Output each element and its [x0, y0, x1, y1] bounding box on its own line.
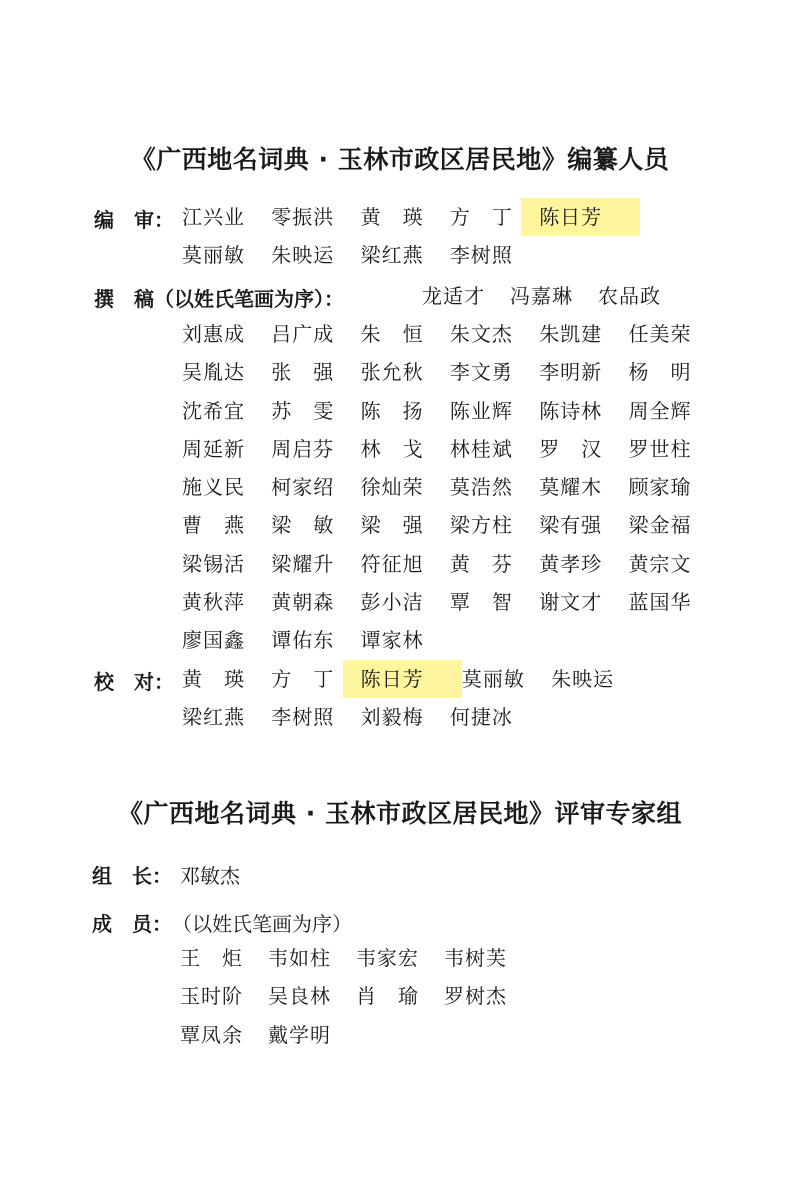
person-name: 苏 雯 [271, 398, 335, 423]
leader-label: 组 长： [92, 864, 172, 888]
person-name: 黄孝珍 [539, 551, 603, 576]
person-name: 梁金福 [628, 513, 692, 538]
person-name: 莫浩然 [449, 475, 513, 500]
proofreaders-label: 校 对： [94, 670, 174, 694]
writers-label: 撰 稿（以姓氏笔画为序）： [94, 287, 344, 311]
person-name: 罗 汉 [539, 436, 603, 461]
person-name: 方 丁 [271, 667, 335, 691]
person-name: 谭佑东 [271, 628, 335, 653]
person-name: 黄秋萍 [182, 590, 245, 615]
person-name: 黄宗文 [628, 551, 692, 576]
person-name: 朱文杰 [449, 322, 513, 346]
person-name: 冯嘉琳 [510, 284, 573, 308]
person-name: 林桂斌 [449, 436, 513, 461]
person-name: 梁 敏 [271, 513, 335, 538]
person-name: 曹 燕 [182, 513, 245, 538]
person-name: 何捷冰 [449, 705, 513, 730]
person-name: 周全辉 [628, 398, 692, 423]
person-name: 李树照 [271, 705, 335, 730]
person-name: 梁耀升 [271, 551, 335, 576]
person-name: 陈诗林 [539, 398, 603, 423]
person-name: 覃 智 [449, 590, 513, 615]
person-name: 黄 瑛 [360, 205, 424, 229]
person-name: 方 丁 [449, 205, 513, 229]
person-name: 玉时阶 [180, 984, 243, 1009]
members-note: （以姓氏笔画为序） [172, 912, 352, 936]
person-name: 梁 强 [360, 513, 424, 538]
person-name: 戴学明 [268, 1022, 331, 1047]
person-name: 蓝国华 [628, 590, 692, 615]
editors-list [182, 198, 722, 275]
person-name: 朱 恒 [360, 322, 424, 346]
person-name: 朱映运 [551, 667, 615, 691]
person-name: 陈业辉 [449, 398, 513, 423]
members-list [180, 939, 540, 1054]
editors-label: 编 审： [94, 208, 174, 232]
person-name: 谭家林 [360, 628, 424, 653]
person-name: 彭小洁 [360, 590, 424, 615]
person-name: 刘惠成 [182, 322, 245, 346]
writers-first-line [422, 277, 722, 315]
person-name: 王 炬 [180, 946, 243, 970]
person-name: 江兴业 [182, 205, 245, 229]
person-name: 刘毅梅 [360, 705, 424, 730]
person-name: 农品政 [598, 284, 661, 308]
person-name: 梁红燕 [182, 705, 245, 730]
person-name: 林 戈 [360, 436, 424, 461]
person-name: 黄 芬 [449, 551, 513, 576]
person-name: 吴良林 [268, 984, 331, 1009]
person-name: 梁锡活 [182, 551, 245, 576]
person-name: 柯家绍 [271, 475, 335, 500]
section2-title: 《广西地名词典 · 玉林市政区居民地》评审专家组 [118, 799, 682, 828]
person-name: 梁有强 [539, 513, 603, 538]
person-name: 李树照 [449, 243, 513, 268]
person-name: 符征旭 [360, 551, 424, 576]
person-name: 任美荣 [628, 322, 692, 346]
person-name: 莫丽敏 [461, 667, 525, 691]
writers-list [182, 315, 722, 660]
person-name: 顾家瑜 [628, 475, 692, 500]
leader-name: 邓敏杰 [180, 864, 240, 888]
person-name: 李文勇 [449, 360, 513, 385]
person-name: 周延新 [182, 436, 245, 461]
person-name-highlighted: 陈日芳 [521, 198, 640, 236]
person-name: 罗树杰 [444, 984, 507, 1009]
person-name: 张 强 [271, 360, 335, 385]
person-name: 龙适才 [422, 284, 485, 308]
person-name: 吕广成 [271, 322, 335, 346]
person-name: 罗世柱 [628, 436, 692, 461]
person-name: 零振洪 [271, 205, 335, 229]
person-name: 徐灿荣 [360, 475, 424, 500]
person-name: 朱映运 [271, 243, 335, 268]
person-name: 李明新 [539, 360, 603, 385]
members-label: 成 员： [92, 912, 172, 936]
person-name-highlighted: 陈日芳 [343, 660, 462, 698]
person-name: 肖 瑜 [356, 984, 419, 1009]
person-name: 黄 瑛 [182, 667, 245, 691]
person-name: 韦树芙 [444, 946, 507, 970]
person-name: 莫耀木 [539, 475, 603, 500]
person-name: 梁红燕 [360, 243, 424, 268]
person-name: 吴胤达 [182, 360, 245, 385]
person-name: 覃凤余 [180, 1022, 243, 1047]
person-name: 陈 扬 [360, 398, 424, 423]
person-name: 韦家宏 [356, 946, 419, 970]
person-name: 张允秋 [360, 360, 424, 385]
person-name: 梁方柱 [449, 513, 513, 538]
person-name: 莫丽敏 [182, 243, 245, 268]
proofreaders-list [182, 660, 722, 737]
person-name: 黄朝森 [271, 590, 335, 615]
person-name: 周启芬 [271, 436, 335, 461]
person-name: 沈希宜 [182, 398, 245, 423]
person-name: 杨 明 [628, 360, 692, 385]
section1-title: 《广西地名词典 · 玉林市政区居民地》编纂人员 [130, 145, 670, 174]
person-name: 韦如柱 [268, 946, 331, 970]
person-name: 廖国鑫 [182, 628, 245, 653]
person-name: 朱凯建 [539, 322, 603, 346]
person-name: 施义民 [182, 475, 245, 500]
person-name: 谢文才 [539, 590, 603, 615]
